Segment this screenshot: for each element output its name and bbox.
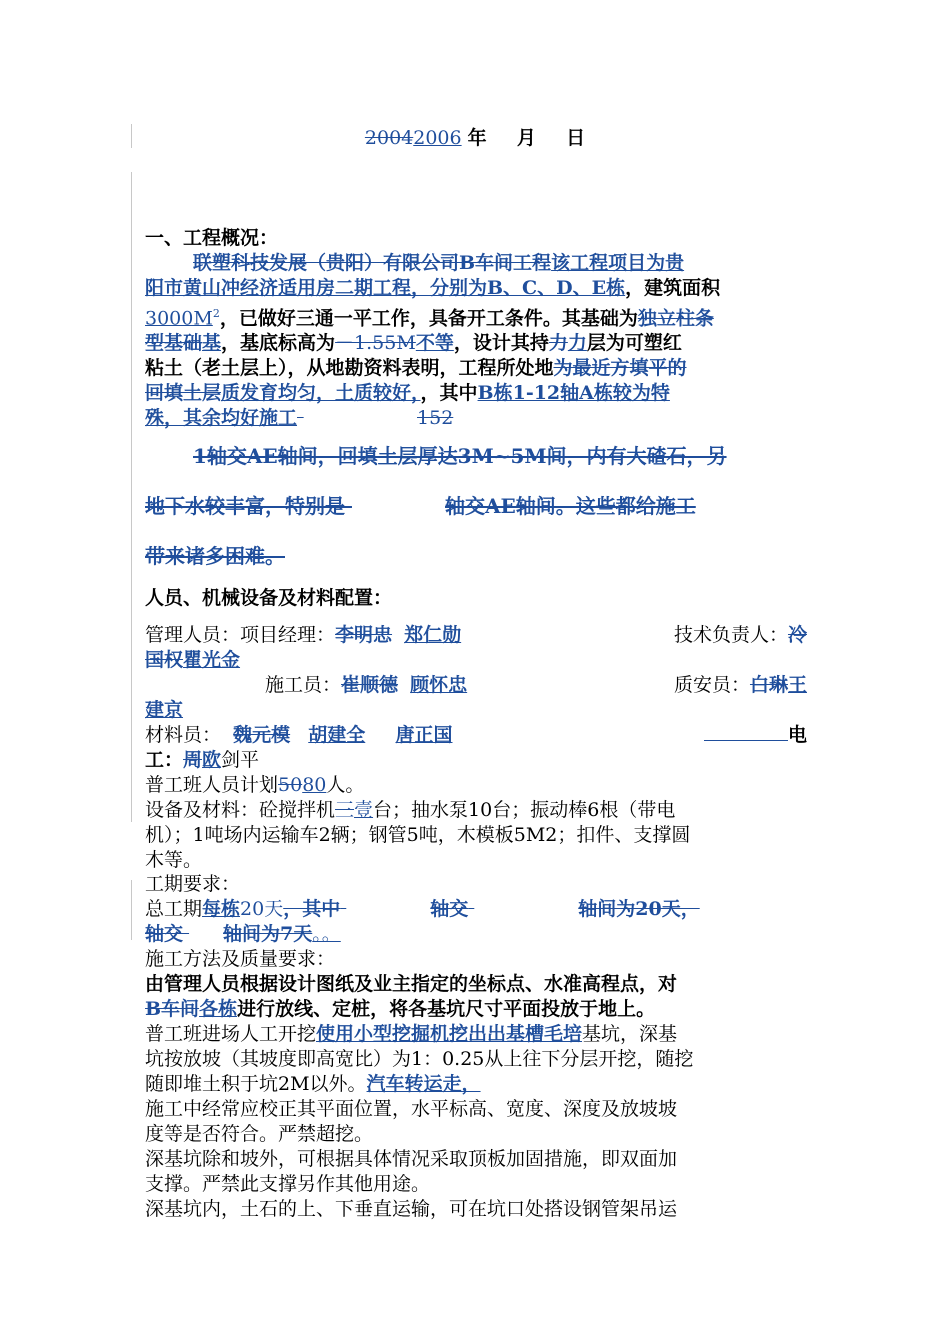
period-label: 工期要求： [145, 873, 241, 895]
paragraph-line: 粘土（老土层上），从地勘资料表明，工程所处地为最近方填平的 [145, 357, 687, 380]
equipment-line: 机）；1吨场内运输车2辆；钢管5吨，木模板5M2；扣件、支撑圆 [145, 824, 691, 846]
period-line: 轴交 轴间为7天。。 [145, 923, 341, 945]
equipment-line: 设备及材料：砼搅拌机三壹台；抽水泵10台；振动棒6根（带电 [145, 799, 676, 821]
method-line: 随即堆土积于坑2M以外。汽车转运走， [145, 1073, 481, 1095]
section-schedule-method [145, 872, 807, 1222]
staff-plan-line: 普工班人员计划5080人。 [145, 774, 365, 796]
method-line: 施工中经常应校正其平面位置，水平标高、宽度、深度及放坡坡 [145, 1098, 678, 1120]
section-heading: 一、工程概况： [145, 227, 279, 249]
paragraph-line: 阳市黄山冲经济适用房二期工程，分别为B、C、D、E栋，建筑面积 [145, 277, 721, 299]
method-line: B车间各栋进行放线、定桩，将各基坑尺寸平面投放于地上。 [145, 998, 656, 1020]
inserted-year: 2006 [413, 127, 462, 149]
paragraph-line: 联塑科技发展（贵阳）有限公司B车间工程该工程项目为贵 [193, 252, 685, 274]
deleted-paragraph-line: 带来诸多困难。 [145, 544, 285, 569]
deleted-paragraph-line: 地下水较丰富，特别是 轴交AE轴间。这些都给施工 [145, 494, 696, 519]
staff-line-qa: 建京 [145, 699, 184, 721]
section-staffing [145, 586, 807, 873]
method-line: 由管理人员根据设计图纸及业主指定的坐标点、水准高程点，对 [145, 973, 678, 995]
staff-line-manager: 管理人员：项目经理：李明忠 郑仁勋 技术负责人：冷 [145, 624, 807, 646]
staff-line-tech: 国权瞿光金 [145, 649, 241, 671]
staff-line-worker: 施工员：崔顺德 顾怀忠 质安员：白琳王 [265, 674, 807, 696]
method-line: 深基坑内，土石的上、下垂直运输，可在坑口处搭设钢管架吊运 [145, 1198, 678, 1220]
section-heading: 人员、机械设备及材料配置： [145, 587, 393, 609]
revision-margin-bar [131, 172, 132, 822]
method-line: 普工班进场人工开挖使用小型挖掘机挖出出基槽毛培基坑，深基 [145, 1023, 678, 1045]
revision-margin-bar [131, 880, 132, 940]
equipment-line: 木等。 [145, 849, 203, 871]
section-overview [145, 226, 807, 581]
paragraph-line: $3000M^2$，已做好三通一平工作，具备开工条件。其基础为独立柱条 [145, 307, 714, 330]
paragraph-line: 型基础基，基底标高为－1.55M不等，设计其持力力层为可塑红 [145, 332, 682, 355]
method-line: 坑按放坡（其坡度即高宽比）为1：0.25从上往下分层开挖，随挖 [145, 1048, 694, 1070]
method-line: 支撑。严禁此支撑另作其他用途。 [145, 1173, 431, 1195]
document-date: 20042006 年 月 日 [364, 127, 586, 149]
method-line: 深基坑除和坡外，可根据具体情况采取顶板加固措施，即双面加 [145, 1148, 678, 1170]
period-line: 总工期每栋20天，其中 轴交 轴间为20天， [145, 898, 700, 920]
staff-line-materials: 材料员： 魏元模 胡建全 唐正国 电 [145, 724, 807, 746]
method-label: 施工方法及质量要求： [145, 948, 336, 970]
staff-line-electrician: 工：周欧剑平 [145, 749, 260, 771]
paragraph-line: 回填土层质发育均匀，土质较好，，其中B栋1-12轴A栋较为特 [145, 382, 670, 405]
deleted-paragraph-line: 1轴交AE轴间，回填土层厚达3M~5M间，内有大碴石，另 [193, 444, 727, 469]
paragraph-line: 殊，其余均好施工 152 [145, 407, 454, 430]
method-line: 度等是否符合。严禁超挖。 [145, 1123, 374, 1145]
deleted-year: 2004 [364, 127, 414, 149]
